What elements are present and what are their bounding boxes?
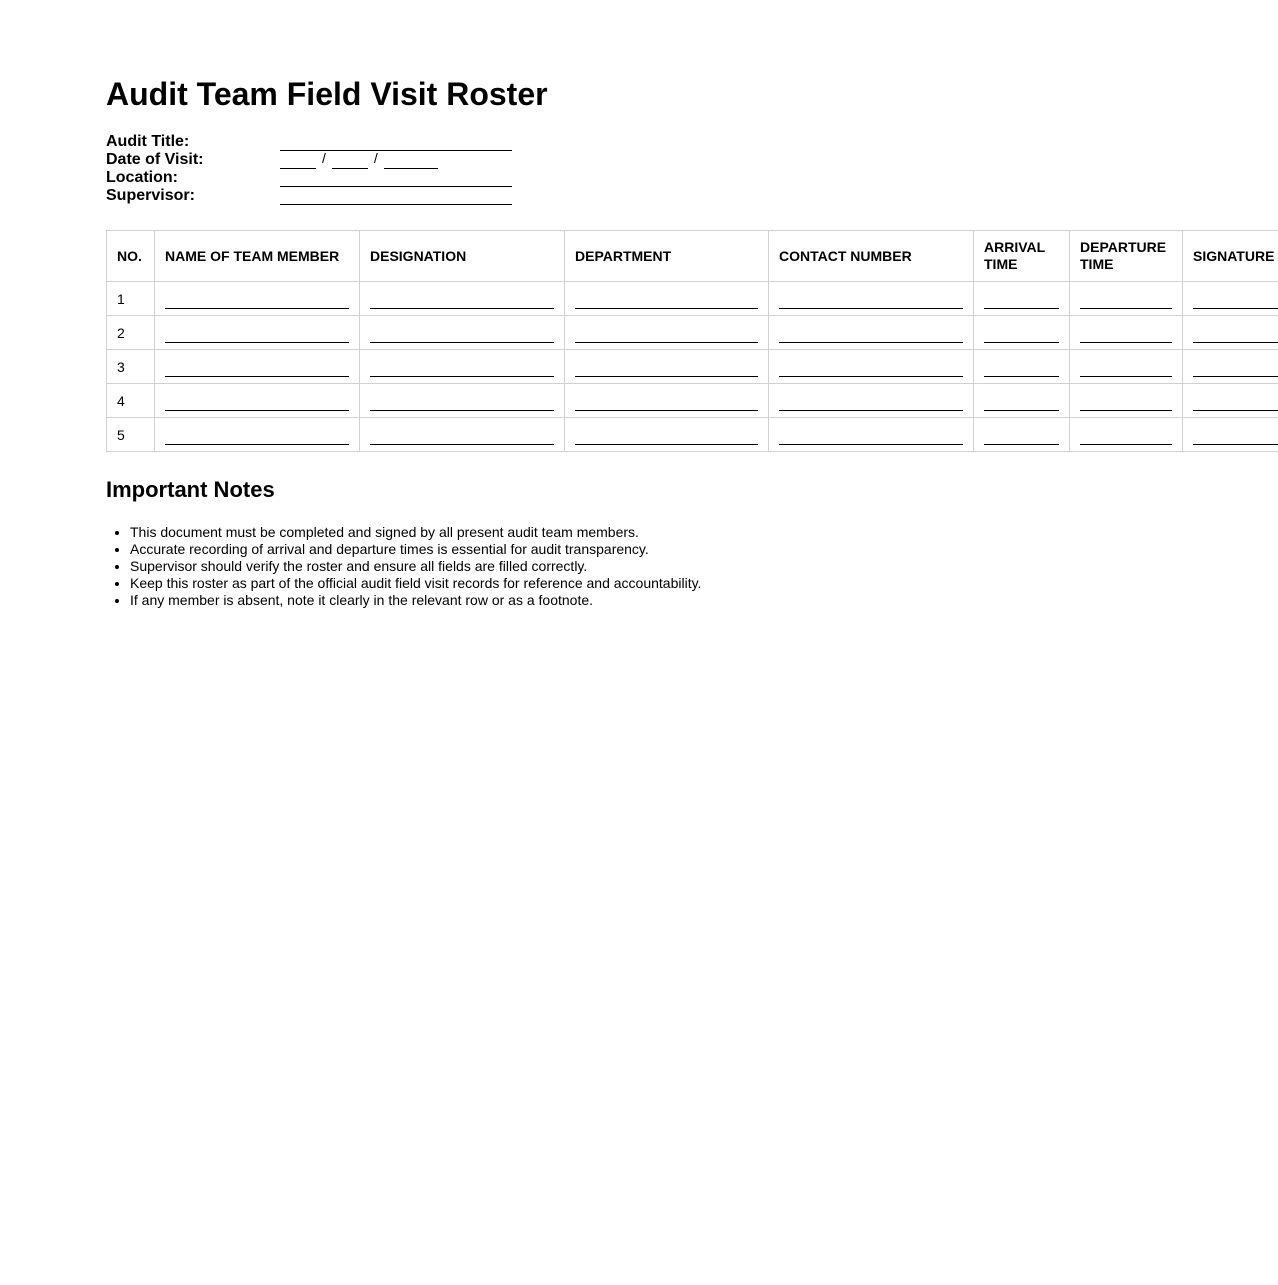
date-label: Date of Visit: xyxy=(106,151,204,168)
departure-cell[interactable] xyxy=(1070,350,1183,384)
header-contact: CONTACT NUMBER xyxy=(769,231,974,282)
row-number: 1 xyxy=(107,282,155,316)
departure-blank[interactable] xyxy=(1080,329,1172,343)
name-blank[interactable] xyxy=(165,363,349,377)
contact-blank[interactable] xyxy=(779,295,963,309)
audit-title-label: Audit Title: xyxy=(106,133,190,150)
designation-blank[interactable] xyxy=(370,329,554,343)
name-blank[interactable] xyxy=(165,329,349,343)
department-cell[interactable] xyxy=(565,316,769,350)
designation-blank[interactable] xyxy=(370,295,554,309)
signature-cell[interactable] xyxy=(1183,316,1278,350)
header-designation: DESIGNATION xyxy=(360,231,565,282)
header-name: NAME OF TEAM MEMBER xyxy=(155,231,360,282)
arrival-blank[interactable] xyxy=(984,295,1059,309)
signature-blank[interactable] xyxy=(1193,431,1278,445)
row-number: 5 xyxy=(107,418,155,452)
list-item: • Keep this roster as part of the official audit field visit records for reference and accountability. xyxy=(130,575,1030,592)
table-row xyxy=(107,350,1278,384)
arrival-cell[interactable] xyxy=(974,282,1070,316)
row-number: 2 xyxy=(107,316,155,350)
signature-blank[interactable] xyxy=(1193,397,1278,411)
name-blank[interactable] xyxy=(165,431,349,445)
departure-blank[interactable] xyxy=(1080,431,1172,445)
arrival-blank[interactable] xyxy=(984,363,1059,377)
arrival-blank[interactable] xyxy=(984,329,1059,343)
date-row xyxy=(106,151,526,169)
department-blank[interactable] xyxy=(575,295,758,309)
signature-cell[interactable] xyxy=(1183,282,1278,316)
signature-blank[interactable] xyxy=(1193,295,1278,309)
table-row xyxy=(107,316,1278,350)
arrival-blank[interactable] xyxy=(984,431,1059,445)
designation-cell[interactable] xyxy=(360,350,565,384)
contact-cell[interactable] xyxy=(769,350,974,384)
contact-blank[interactable] xyxy=(779,397,963,411)
arrival-cell[interactable] xyxy=(974,384,1070,418)
departure-blank[interactable] xyxy=(1080,397,1172,411)
date-day-blank[interactable] xyxy=(280,153,316,169)
departure-cell[interactable] xyxy=(1070,418,1183,452)
supervisor-row xyxy=(106,187,526,205)
contact-cell[interactable] xyxy=(769,384,974,418)
department-blank[interactable] xyxy=(575,363,758,377)
location-field[interactable] xyxy=(280,169,512,187)
name-cell[interactable] xyxy=(155,316,360,350)
department-blank[interactable] xyxy=(575,397,758,411)
designation-blank[interactable] xyxy=(370,397,554,411)
location-label: Location: xyxy=(106,169,178,186)
department-blank[interactable] xyxy=(575,431,758,445)
header-signature: SIGNATURE xyxy=(1183,231,1278,282)
name-cell[interactable] xyxy=(155,418,360,452)
departure-cell[interactable] xyxy=(1070,282,1183,316)
audit-title-field[interactable] xyxy=(280,133,512,151)
date-month-blank[interactable] xyxy=(332,153,368,169)
table-row xyxy=(107,384,1278,418)
departure-blank[interactable] xyxy=(1080,363,1172,377)
name-blank[interactable] xyxy=(165,397,349,411)
date-separator: / xyxy=(322,150,326,166)
name-cell[interactable] xyxy=(155,384,360,418)
designation-cell[interactable] xyxy=(360,384,565,418)
header-no: NO. xyxy=(107,231,155,282)
list-item: • Supervisor should verify the roster and ensure all fields are filled correctly. xyxy=(130,558,1030,575)
list-item: • If any member is absent, note it clearly in the relevant row or as a footnote. xyxy=(130,592,1030,609)
date-field[interactable] xyxy=(280,151,438,169)
location-row xyxy=(106,169,526,187)
department-cell[interactable] xyxy=(565,384,769,418)
notes-heading: Important Notes xyxy=(106,477,275,502)
header-arrival: ARRIVAL TIME xyxy=(974,231,1070,282)
departure-cell[interactable] xyxy=(1070,316,1183,350)
date-year-blank[interactable] xyxy=(384,153,438,169)
row-number: 4 xyxy=(107,384,155,418)
designation-cell[interactable] xyxy=(360,282,565,316)
signature-cell[interactable] xyxy=(1183,418,1278,452)
date-separator: / xyxy=(373,150,378,166)
signature-cell[interactable] xyxy=(1183,384,1278,418)
table-row xyxy=(107,418,1278,452)
table-row xyxy=(107,282,1278,316)
list-item: • This document must be completed and signed by all present audit team members. xyxy=(130,524,1030,541)
signature-blank[interactable] xyxy=(1193,329,1278,343)
header-departure: DEPARTURE TIME xyxy=(1070,231,1183,282)
visit-details xyxy=(106,133,526,205)
page-title: Audit Team Field Visit Roster xyxy=(106,76,548,112)
designation-blank[interactable] xyxy=(370,363,554,377)
designation-cell[interactable] xyxy=(360,418,565,452)
contact-blank[interactable] xyxy=(779,329,963,343)
name-cell[interactable] xyxy=(155,350,360,384)
list-item: • Accurate recording of arrival and departure times is essential for audit transparency. xyxy=(130,541,1030,558)
arrival-cell[interactable] xyxy=(974,418,1070,452)
arrival-cell[interactable] xyxy=(974,316,1070,350)
header-department: DEPARTMENT xyxy=(565,231,769,282)
arrival-blank[interactable] xyxy=(984,397,1059,411)
designation-blank[interactable] xyxy=(370,431,554,445)
contact-blank[interactable] xyxy=(779,431,963,445)
name-blank[interactable] xyxy=(165,295,349,309)
department-cell[interactable] xyxy=(565,282,769,316)
departure-cell[interactable] xyxy=(1070,384,1183,418)
notes-list xyxy=(106,524,1030,609)
contact-cell[interactable] xyxy=(769,316,974,350)
roster-table-container xyxy=(106,230,1278,452)
department-cell[interactable] xyxy=(565,418,769,452)
table-header-row xyxy=(107,231,1278,282)
arrival-cell[interactable] xyxy=(974,350,1070,384)
signature-blank[interactable] xyxy=(1193,363,1278,377)
department-blank[interactable] xyxy=(575,329,758,343)
supervisor-field[interactable] xyxy=(280,187,512,205)
contact-cell[interactable] xyxy=(769,282,974,316)
contact-cell[interactable] xyxy=(769,418,974,452)
departure-blank[interactable] xyxy=(1080,295,1172,309)
supervisor-label: Supervisor: xyxy=(106,187,195,204)
designation-cell[interactable] xyxy=(360,316,565,350)
signature-cell[interactable] xyxy=(1183,350,1278,384)
roster-table xyxy=(106,230,1278,452)
contact-blank[interactable] xyxy=(779,363,963,377)
name-cell[interactable] xyxy=(155,282,360,316)
row-number: 3 xyxy=(107,350,155,384)
department-cell[interactable] xyxy=(565,350,769,384)
